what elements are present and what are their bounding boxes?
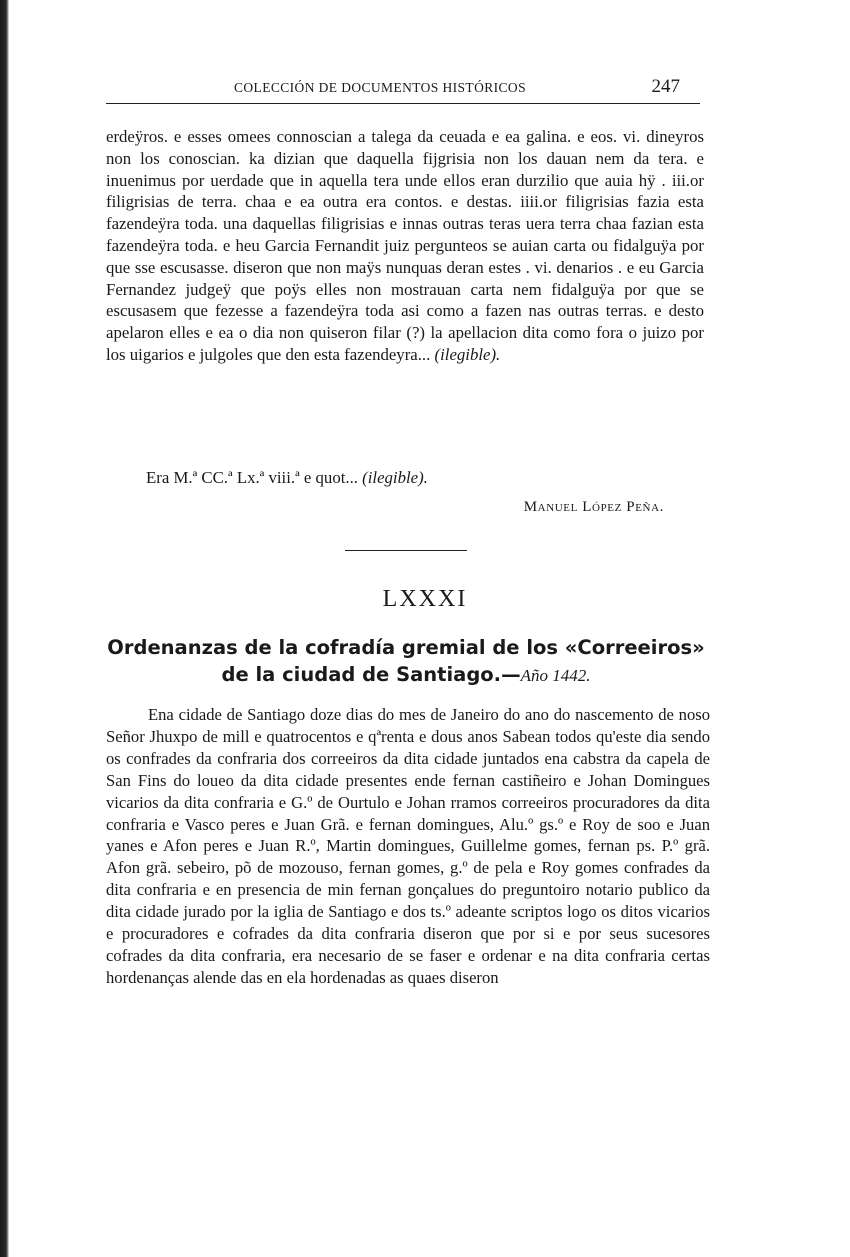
page-number: 247 [651,76,680,97]
header-rule [106,103,700,104]
page-header [106,76,700,102]
section-divider [345,550,467,551]
illegible-note: (ilegible). [434,344,501,364]
signature: Manuel López Peña. [523,499,664,515]
previous-document-paragraph [106,126,704,366]
document-title [106,634,706,689]
document-body [106,704,710,989]
book-binding-edge [0,0,9,1257]
document-number: LXXXI [382,586,468,612]
previous-document-text [106,126,704,366]
running-title: COLECCIÓN DE DOCUMENTOS HISTÓRICOS [234,80,526,95]
era-illegible-note: (ilegible). [362,468,428,487]
previous-document-body: erdeÿros. e esses omees connoscian a talega da ceuada e ea galina. e eos. vi. dineyros non los conoscian. ka dizian que daquella fijgrisia non los dauan nem da tera. e inuenimus por uerdade que in aquella tera unde ellos eran durzilio que auia hÿ . iii.or filigrisias de terra. chaa e ea outra era contos. e destas. iiii.or filigrisias fazia esta fazendeÿra toda. una daquellas filigrisias e innas outras teras uera terra chaa fazian esta fazendeÿra toda. e heu Garcia Fernandit juiz pergunteos se auian carta ou fidalguÿa por que sse escusasse. diseron que non maÿs nunquas deran estes . vi. denarios . e eu Garcia Fernandez judgeÿ que poÿs elles non mostrauan carta nem fidalguÿa por que se escusasem que fezesse a fazendeÿra toda asi como a fazen nas outras terras. e desto apelaron elles e ea o dia non quiseron filar (?) la apellacion dita como fora o juizo por los uigarios e julgoles que den esta fazendeyra... [106,127,704,364]
era-text: Era M.ª CC.ª Lx.ª viii.ª e quot... [146,468,358,487]
document-paragraph: Ena cidade de Santiago doze dias do mes de Janeiro do ano do nascemento de noso Señor Jhuxpo de mill e quatrocentos e qªrenta e dous anos Sabean todos qu'este dia sendo os confrades da confraria dos correeiros da dita cidade juntados ena cabstra da capela de San Fins do loueo da dita cidade presentes ende fernan castiñeiro e Johan Domingues vicarios da dita confraria e G.º de Ourtulo e Johan rramos correeiros procuradores da dita confraria e Vasco peres e Juan Grã. e fernan domingues, Alu.º gs.º e Roy de soo e Juan yanes e Afon peres e Juan R.º, Martin domingues, Guillelme gomes, fernan ps. P.º grã. Afon grã. sebeiro, põ de mozouso, fernan gomes, g.º de pela e Roy gomes confrades da dita confraria e en presencia de min fernan gonçalues do preguntoiro notario publico da dita cidade jurado por la iglia de Santiago e dos ts.º adeante scriptos logo os ditos vicarios e procuradores e cofrades da dita confraria diseron que por si e por seus sucesores cofrades da dita confraria, era necesario de se faser e ordenar e na dita confraria certas hordenanças alende das en ela hordenadas as quaes diseron [106,705,710,987]
era-line [146,468,428,488]
document-title-text: Ordenanzas de la cofradía gremial de los «Correeiros» de la ciudad de Santiago.— [107,636,705,686]
document-date: Año 1442. [520,666,591,685]
